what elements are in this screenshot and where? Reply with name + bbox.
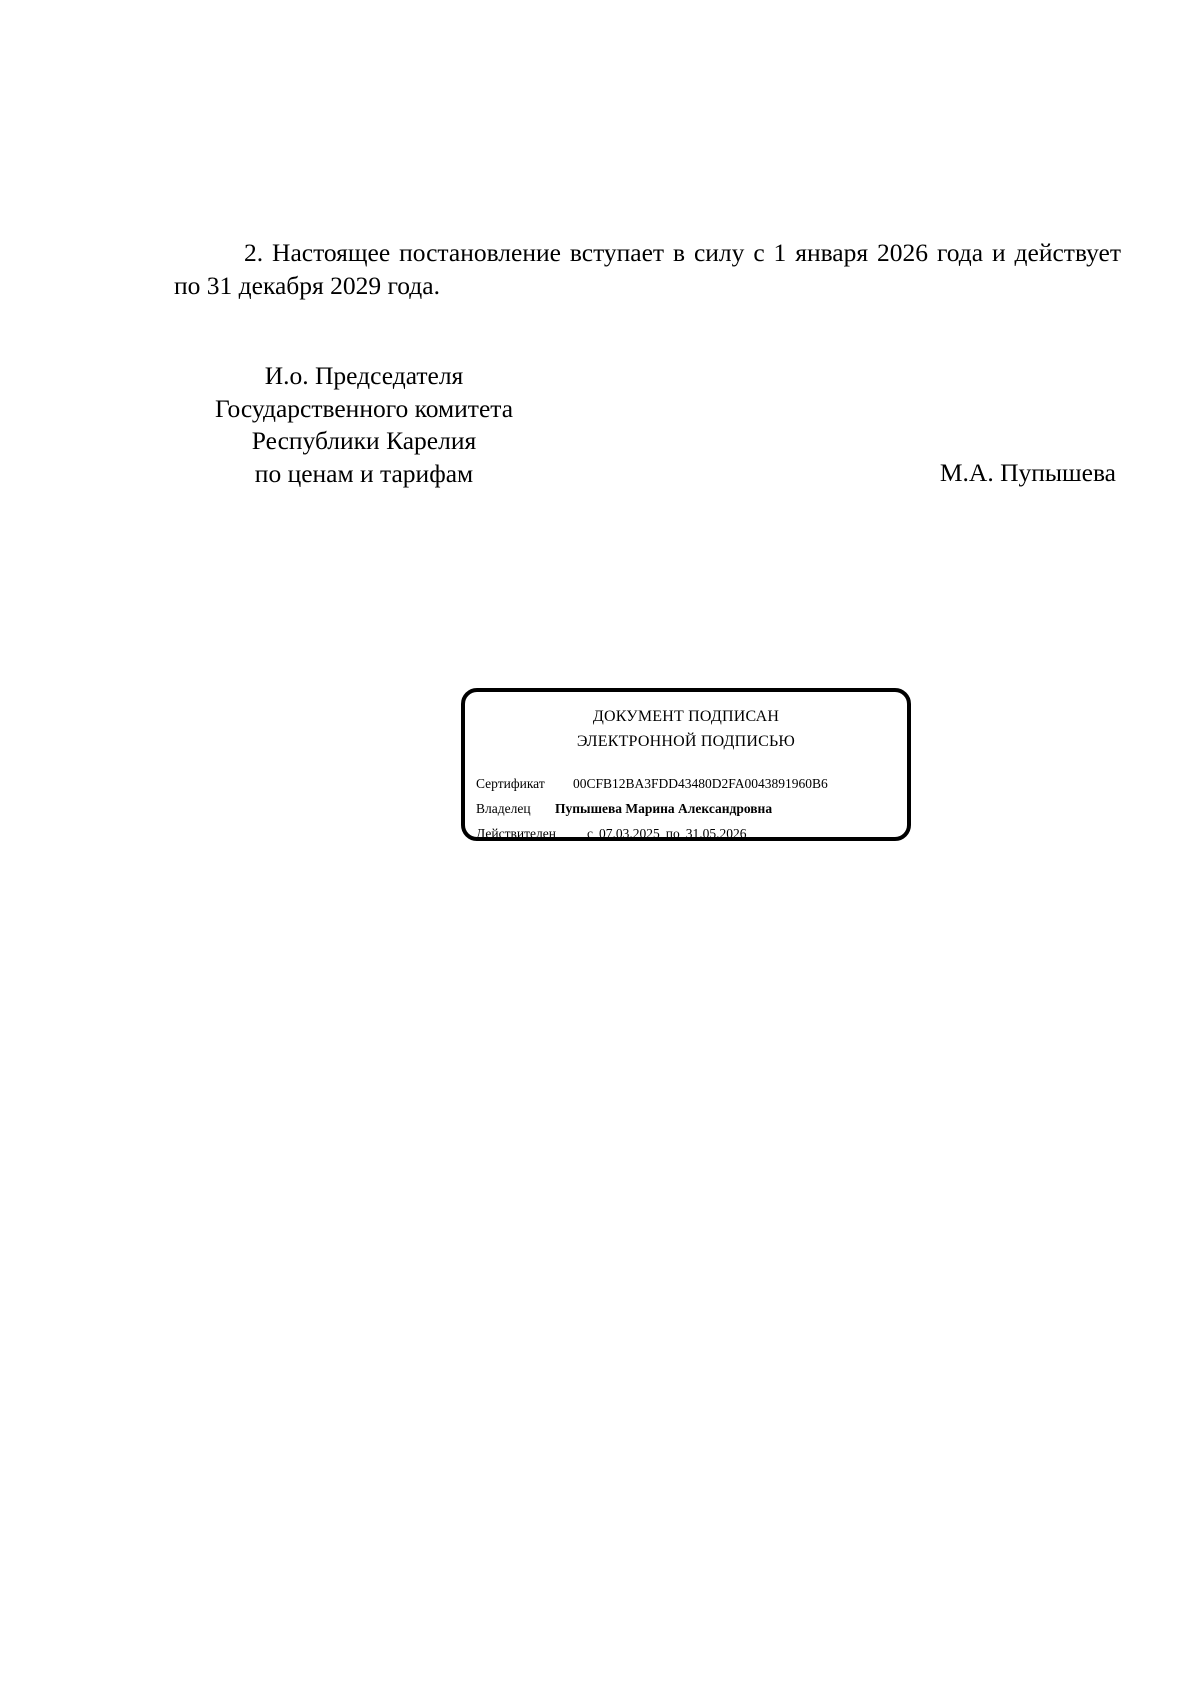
stamp-title — [465, 704, 907, 754]
stamp-title-line: ЭЛЕКТРОННОЙ ПОДПИСЬЮ — [576, 733, 796, 750]
position-line: Государственного комитета — [214, 393, 514, 423]
stamp-title-line: ДОКУМЕНТ ПОДПИСАН — [592, 708, 780, 725]
position-line: по ценам и тарифам — [254, 458, 474, 488]
signatory-position — [174, 360, 554, 490]
clause-text: 2. Настоящее постановление вступает в силу с 1 января 2026 года и действует по 31 декабря 2029 года. — [174, 238, 1121, 300]
stamp-validity-row — [476, 825, 746, 843]
stamp-owner-row — [476, 800, 772, 818]
signatory-name: М.А. Пупышева — [939, 458, 1116, 487]
valid-to-prefix: по — [665, 826, 680, 841]
owner-label: Владелец — [476, 801, 531, 816]
certificate-value: 00CFB12BA3FDD43480D2FA0043891960B6 — [573, 776, 828, 791]
owner-value: Пупышева Марина Александровна — [555, 801, 773, 816]
certificate-label: Сертификат — [476, 776, 545, 791]
electronic-signature-stamp — [461, 688, 911, 841]
position-line: И.о. Председателя — [264, 361, 464, 390]
valid-to-date: 31.05.2026 — [685, 826, 747, 841]
clause-paragraph — [174, 236, 1121, 302]
valid-from-date: 07.03.2025 — [599, 826, 660, 841]
valid-from-prefix: с — [587, 826, 593, 841]
validity-label: Действителен — [476, 826, 556, 841]
position-line: Республики Карелия — [251, 426, 477, 455]
stamp-certificate-row — [476, 775, 828, 793]
